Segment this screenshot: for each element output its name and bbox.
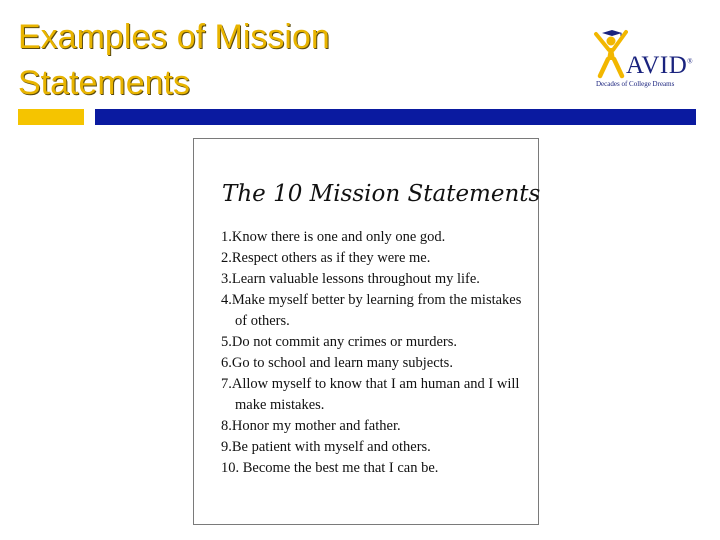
mission-list — [221, 227, 536, 479]
card-title: The 10 Mission Statements — [222, 181, 541, 207]
list-item: 5.Do not commit any crimes or murders. — [221, 334, 457, 350]
list-item: 10. Become the best me that I can be. — [221, 460, 439, 476]
list-item: 7.Allow myself to know that I am human and I will make mistakes. — [221, 376, 520, 413]
list-item: 2.Respect others as if they were me. — [221, 250, 431, 266]
avid-logo — [592, 28, 702, 92]
logo-tagline: Decades of College Dreams — [596, 80, 675, 88]
list-item: 1.Know there is one and only one god. — [221, 229, 446, 245]
header-bar — [95, 109, 696, 125]
list-item: 9.Be patient with myself and others. — [221, 439, 431, 455]
logo-wordmark: AVID® — [626, 52, 694, 79]
list-item: 8.Honor my mother and father. — [221, 418, 401, 434]
slide-title: Examples of Mission Statements — [18, 18, 330, 102]
person-figure-icon — [592, 28, 628, 80]
list-item: 4.Make myself better by learning from the mistakes of others. — [221, 292, 522, 329]
list-item: 3.Learn valuable lessons throughout my life. — [221, 271, 480, 287]
registered-mark: ® — [687, 57, 694, 66]
list-item: 6.Go to school and learn many subjects. — [221, 355, 453, 371]
mission-statements-card — [193, 138, 539, 525]
accent-bar — [18, 109, 84, 125]
